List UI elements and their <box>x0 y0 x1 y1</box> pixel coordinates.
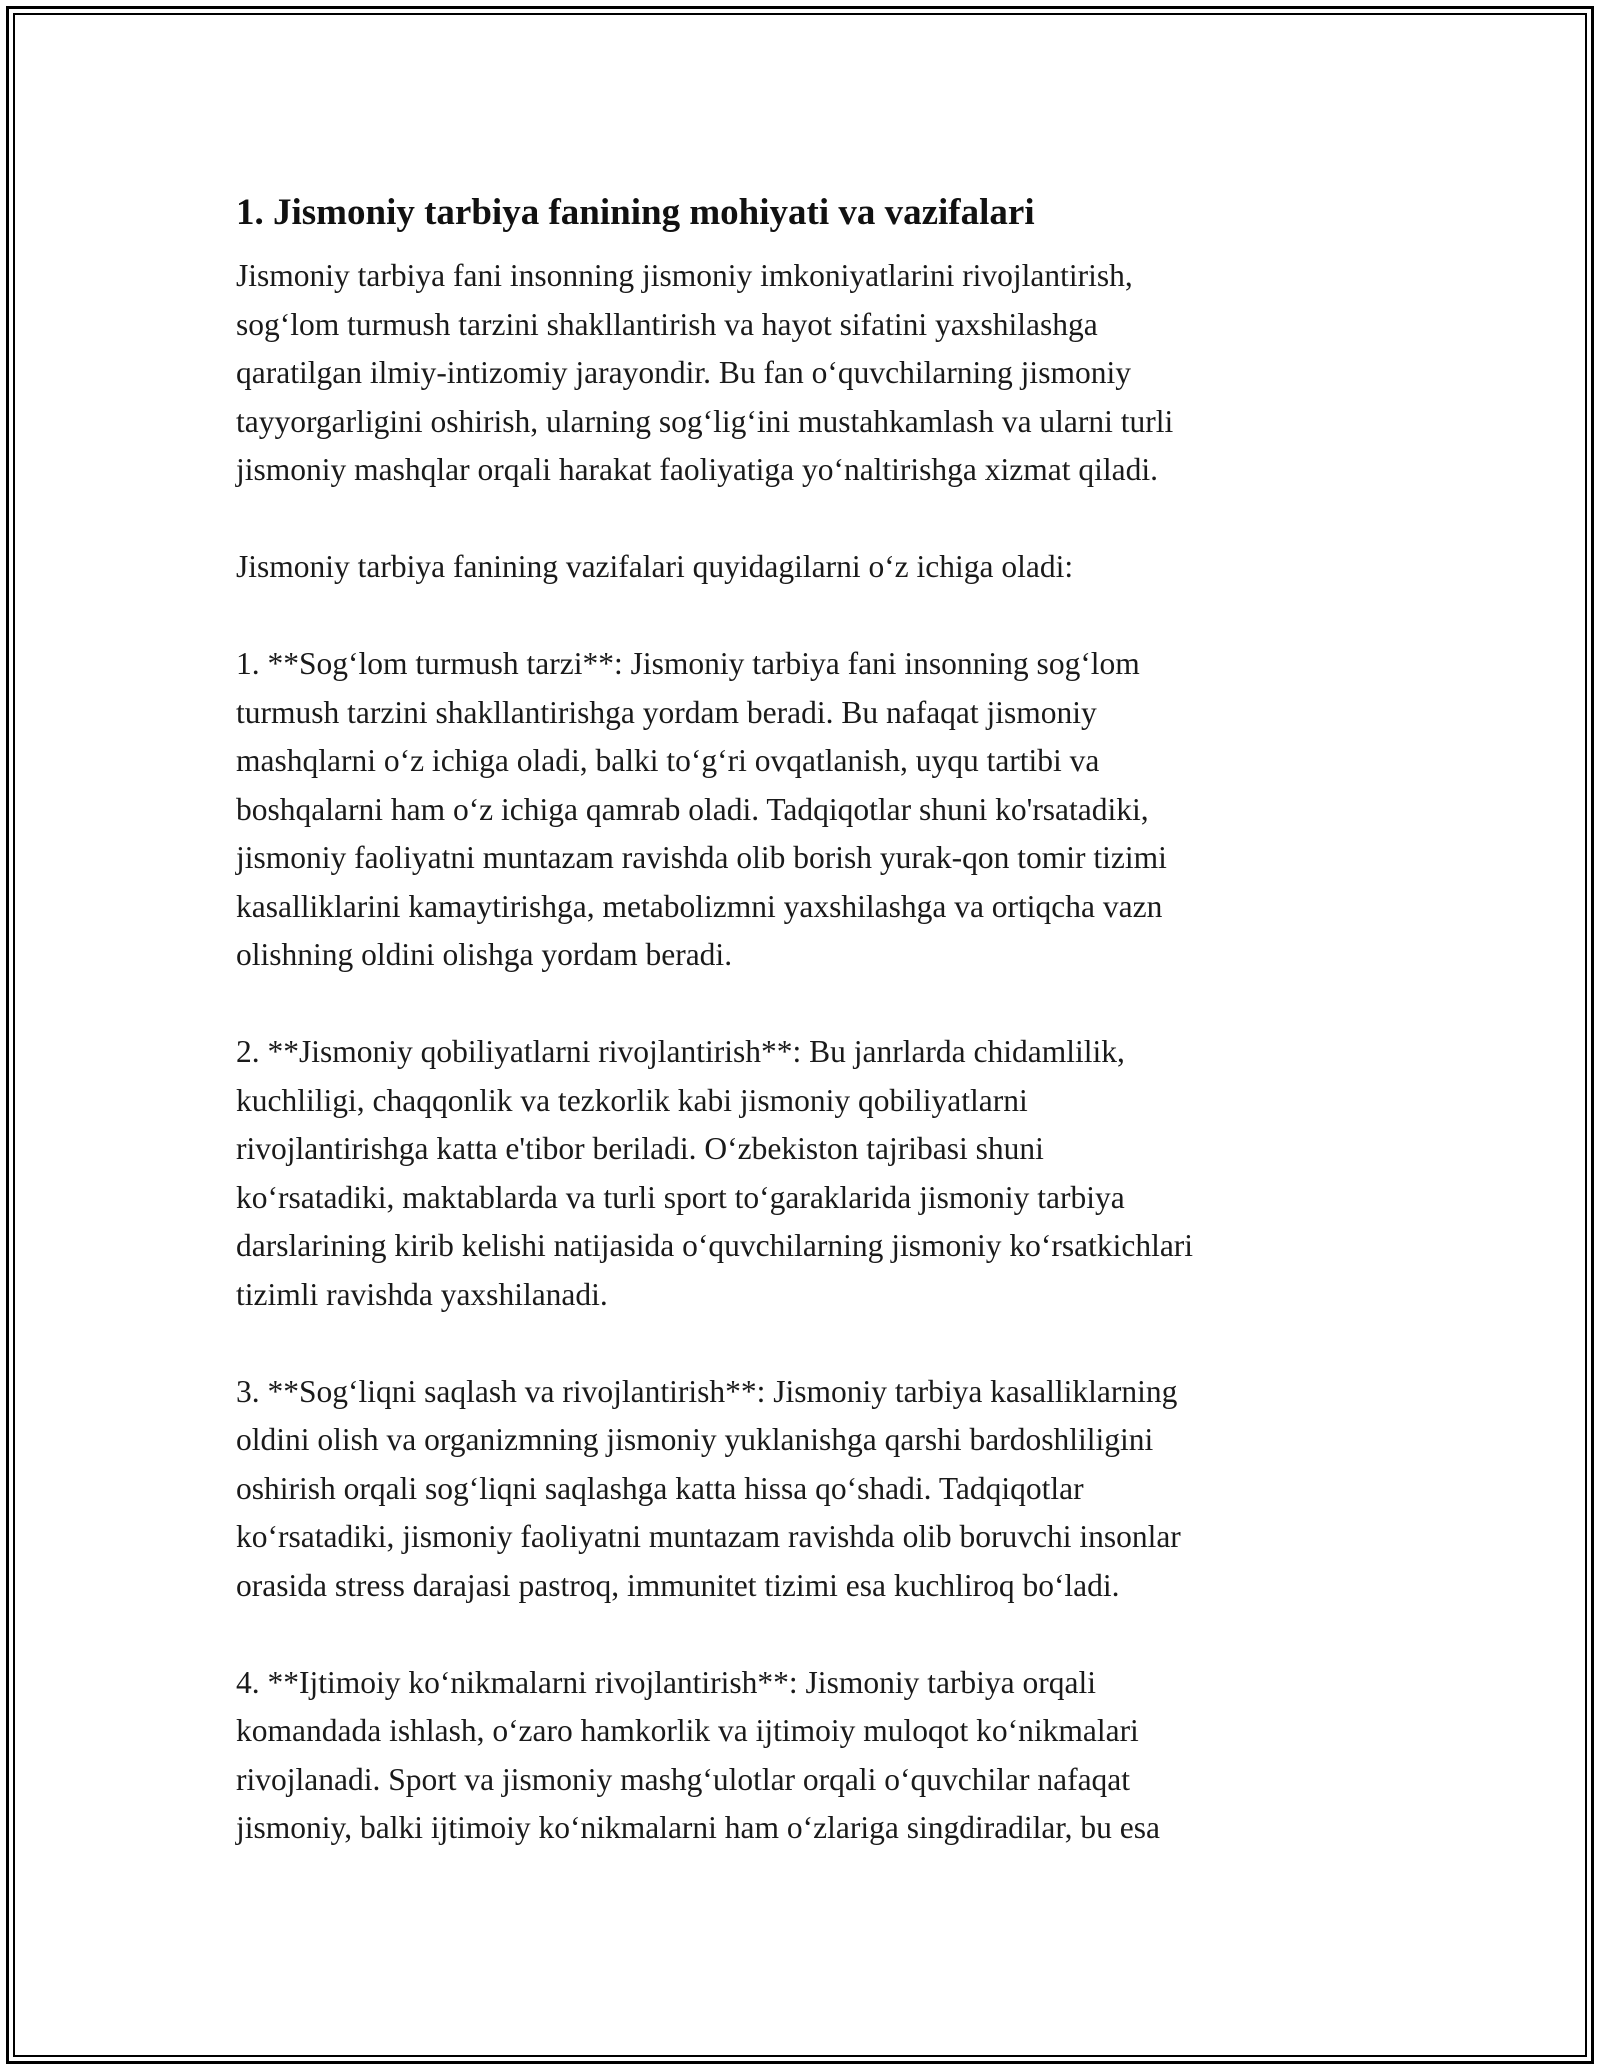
list-item-2: 2. **Jismoniy qobiliyatlarni rivojlantirish**: Bu janrlarda chidamlilik, kuchliligi, chaqqonlik va tezkorlik kabi jismoniy qobiliyatlarni rivojlantirishga katta e'tibor beriladi. O‘zbekiston tajribasi shuni ko‘rsatadiki, maktablarda va turli sport to‘garaklarida jismoniy tarbiya darslarining kirib kelishi natijasida o‘quvchilarning jismoniy ko‘rsatkichlari tizimli ravishda yaxshilanadi. <box>236 1034 1194 1312</box>
section-heading: 1. Jismoniy tarbiya fanining mohiyati va vazifalari <box>236 192 1035 233</box>
paragraph-spacer <box>236 1319 1366 1368</box>
list-item-4: 4. **Ijtimoiy ko‘nikmalarni rivojlantirish**: Jismoniy tarbiya orqali komandada ishlash, o‘zaro hamkorlik va ijtimoiy muloqot ko‘nikmalari rivojlanadi. Sport va jismoniy mashg‘ulotlar orqali o‘quvchilar nafaqat jismoniy, balki ijtimoiy ko‘nikmalarni ham o‘zlariga singdiradilar, bu esa <box>236 1664 1160 1845</box>
document-body <box>236 188 1366 1853</box>
paragraph-spacer <box>236 495 1366 544</box>
list-item-1: 1. **Sog‘lom turmush tarzi**: Jismoniy tarbiya fani insonning sog‘lom turmush tarzini shakllantirishga yordam beradi. Bu nafaqat jismoniy mashqlarni o‘z ichiga oladi, balki to‘g‘ri ovqatlanish, uyqu tartibi va boshqalarni ham o‘z ichiga qamrab oladi. Tadqiqotlar shuni ko'rsatadiki, jismoniy faoliyatni muntazam ravishda olib borish yurak-qon tomir tizimi kasalliklarini kamaytirishga, metabolizmni yaxshilashga va ortiqcha vazn olishning oldini olishga yordam beradi. <box>236 646 1167 972</box>
paragraph-spacer <box>236 980 1366 1029</box>
tasks-intro-paragraph: Jismoniy tarbiya fanining vazifalari quyidagilarni o‘z ichiga oladi: <box>236 549 1074 584</box>
list-item-3: 3. **Sog‘liqni saqlash va rivojlantirish**: Jismoniy tarbiya kasalliklarning oldini olish va organizmning jismoniy yuklanishga qarshi bardoshliligini oshirish orqali sog‘liqni saqlashga katta hissa qo‘shadi. Tadqiqotlar ko‘rsatadiki, jismoniy faoliyatni muntazam ravishda olib boruvchi insonlar orasida stress darajasi pastroq, immunitet tizimi esa kuchliroq bo‘ladi. <box>236 1373 1181 1603</box>
paragraph-spacer <box>236 1610 1366 1659</box>
paragraph-spacer <box>236 592 1366 641</box>
intro-paragraph: Jismoniy tarbiya fani insonning jismoniy imkoniyatlarini rivojlantirish, sog‘lom turmush tarzini shakllantirish va hayot sifatini yaxshilashga qaratilgan ilmiy-intizomiy jarayondir. Bu fan o‘quvchilarning jismoniy tayyorgarligini oshirish, ularning sog‘lig‘ini mustahkamlash va ularni turli jismoniy mashqlar orqali harakat faoliyatiga yo‘naltirishga xizmat qiladi. <box>236 258 1174 487</box>
